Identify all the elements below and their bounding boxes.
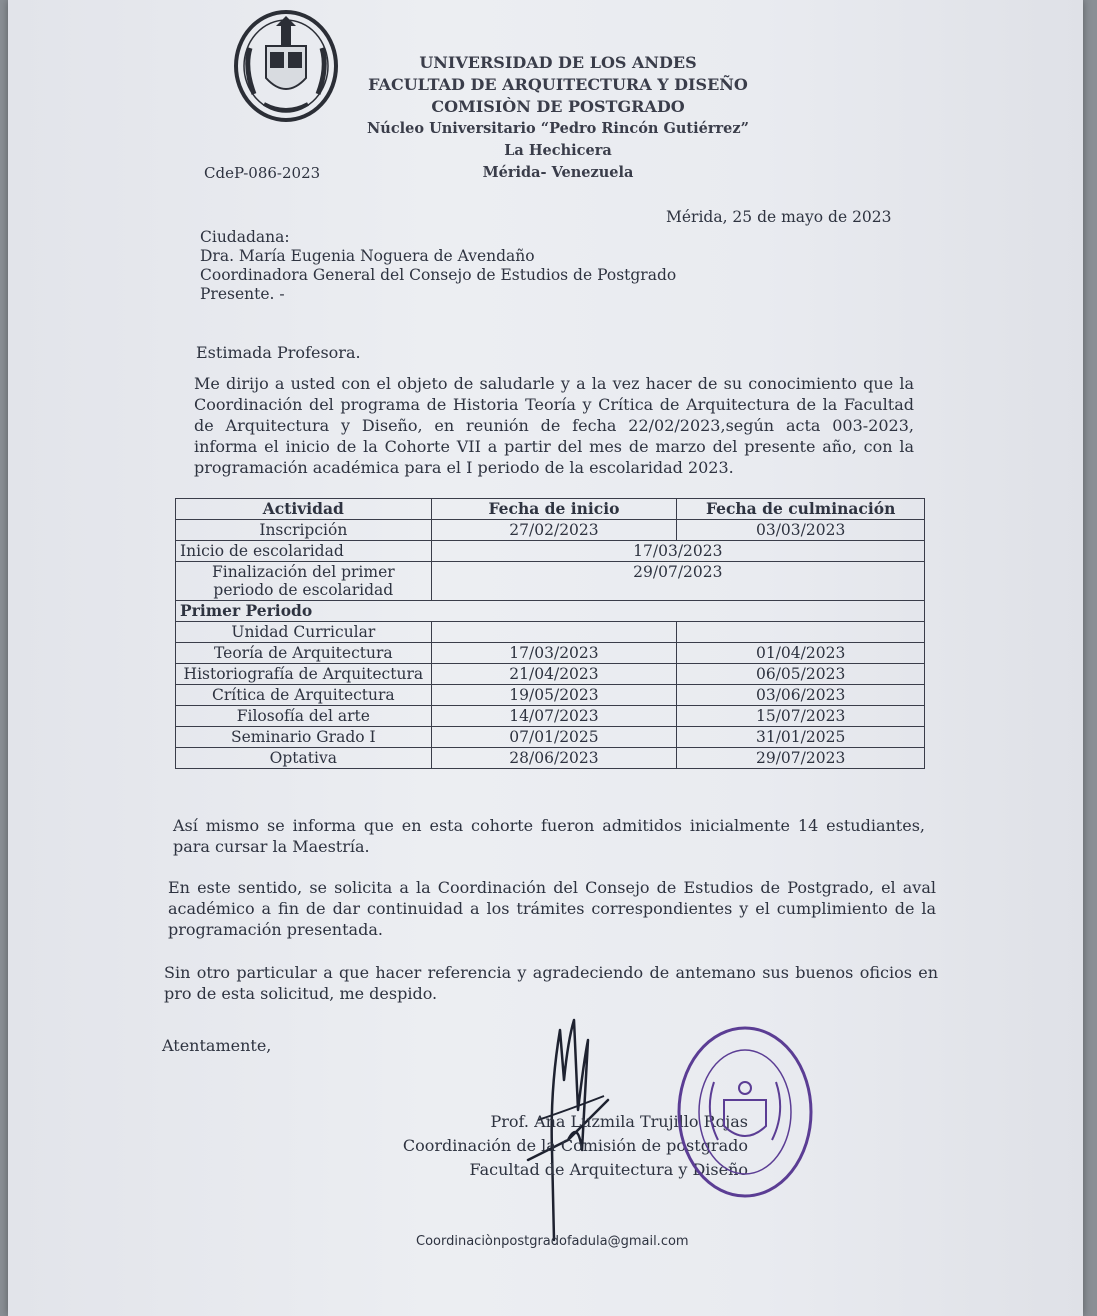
letterhead-university: UNIVERSIDAD DE LOS ANDES xyxy=(419,53,697,72)
start-date-cell: 07/01/2025 xyxy=(431,727,677,748)
start-date-cell: 21/04/2023 xyxy=(431,664,677,685)
recipient-presente: Presente. - xyxy=(200,285,285,303)
course-cell: Seminario Grado I xyxy=(176,727,432,748)
salutation: Estimada Profesora. xyxy=(196,343,361,362)
recipient-name: Dra. María Eugenia Noguera de Avendaño xyxy=(200,247,535,265)
start-date-cell: 19/05/2023 xyxy=(431,685,677,706)
table-section-row xyxy=(176,601,925,622)
recipient-block xyxy=(200,228,676,304)
table-row xyxy=(176,706,925,727)
unit-header-cell: Unidad Curricular xyxy=(176,622,432,643)
table-row xyxy=(176,541,925,562)
empty-cell xyxy=(431,622,677,643)
header-actividad: Actividad xyxy=(176,499,432,520)
course-cell: Teoría de Arquitectura xyxy=(176,643,432,664)
paragraph-intro: Me dirijo a usted con el objeto de saludarle y a la vez hacer de su conocimiento que la Coordinación del programa de Historia Teoría y Crítica de Arquitectura de la Facultad de Arquitectura y Diseño, en reunión de fecha 22/02/2023,según acta 003-2023, informa el inicio de la Cohorte VII a partir del mes de marzo del presente año, con la programación académica para el I periodo de la escolaridad 2023. xyxy=(194,374,914,477)
activity-cell: Finalización del primer periodo de escolaridad xyxy=(176,562,432,601)
letter-page xyxy=(8,0,1083,1316)
letterhead-campus: Núcleo Universitario “Pedro Rincón Gutiérrez” xyxy=(367,120,749,137)
end-date-cell: 01/04/2023 xyxy=(677,643,925,664)
letterhead-city: Mérida- Venezuela xyxy=(482,164,634,181)
end-date-cell: 03/03/2023 xyxy=(677,520,925,541)
recipient-title: Ciudadana: xyxy=(200,228,290,246)
section-title: Primer Periodo xyxy=(176,601,925,622)
contact-email: Coordinaciònpostgradofadula@gmail.com xyxy=(416,1234,689,1249)
paragraph-farewell: Sin otro particular a que hacer referencia y agradeciendo de antemano sus buenos oficios en pro de esta solicitud, me despido. xyxy=(164,963,938,1003)
end-date-cell: 15/07/2023 xyxy=(677,706,925,727)
letterhead-location: La Hechicera xyxy=(504,142,612,159)
activity-cell: Inscripción xyxy=(176,520,432,541)
signer-name: Prof. Ana Luzmila Trujillo Rojas xyxy=(490,1112,748,1131)
end-date-cell: 31/01/2025 xyxy=(677,727,925,748)
table-row xyxy=(176,622,925,643)
start-date-cell: 28/06/2023 xyxy=(431,748,677,769)
closing: Atentamente, xyxy=(162,1036,272,1055)
signer-faculty: Facultad de Arquitectura y Diseño xyxy=(469,1160,748,1179)
header-fecha-inicio: Fecha de inicio xyxy=(431,499,677,520)
schedule-table xyxy=(175,498,925,769)
course-cell: Filosofía del arte xyxy=(176,706,432,727)
end-date-cell: 03/06/2023 xyxy=(677,685,925,706)
date-cell: 29/07/2023 xyxy=(431,562,924,601)
table-row xyxy=(176,727,925,748)
start-date-cell: 14/07/2023 xyxy=(431,706,677,727)
paragraph-students: Así mismo se informa que en esta cohorte fueron admitidos inicialmente 14 estudiantes, para cursar la Maestría. xyxy=(173,816,925,856)
paragraph-request: En este sentido, se solicita a la Coordinación del Consejo de Estudios de Postgrado, el aval académico a fin de dar continuidad a los trámites correspondientes y el cumplimiento de la programación presentada. xyxy=(168,878,936,939)
university-shield-icon xyxy=(230,8,342,124)
table-header-row xyxy=(176,499,925,520)
start-date-cell: 27/02/2023 xyxy=(431,520,677,541)
date-cell: 17/03/2023 xyxy=(431,541,924,562)
activity-cell: Inicio de escolaridad xyxy=(176,541,432,562)
signer-role: Coordinación de la Comisión de postgrado xyxy=(402,1136,748,1155)
table-row xyxy=(176,748,925,769)
letterhead-faculty: FACULTAD DE ARQUITECTURA Y DISEÑO xyxy=(368,75,748,94)
letterhead xyxy=(338,52,778,184)
table-row xyxy=(176,643,925,664)
course-cell: Optativa xyxy=(176,748,432,769)
start-date-cell: 17/03/2023 xyxy=(431,643,677,664)
letterhead-commission: COMISIÒN DE POSTGRADO xyxy=(431,97,685,116)
end-date-cell: 29/07/2023 xyxy=(677,748,925,769)
recipient-position: Coordinadora General del Consejo de Estudios de Postgrado xyxy=(200,266,677,284)
header-fecha-culminacion: Fecha de culminación xyxy=(677,499,925,520)
letter-date: Mérida, 25 de mayo de 2023 xyxy=(666,208,892,226)
table-row xyxy=(176,664,925,685)
table-row xyxy=(176,520,925,541)
reference-code: CdeP-086-2023 xyxy=(204,164,321,182)
table-row xyxy=(176,685,925,706)
table-row xyxy=(176,562,925,601)
course-cell: Historiografía de Arquitectura xyxy=(176,664,432,685)
end-date-cell: 06/05/2023 xyxy=(677,664,925,685)
official-stamp-icon xyxy=(674,1022,816,1202)
course-cell: Crítica de Arquitectura xyxy=(176,685,432,706)
empty-cell xyxy=(677,622,925,643)
